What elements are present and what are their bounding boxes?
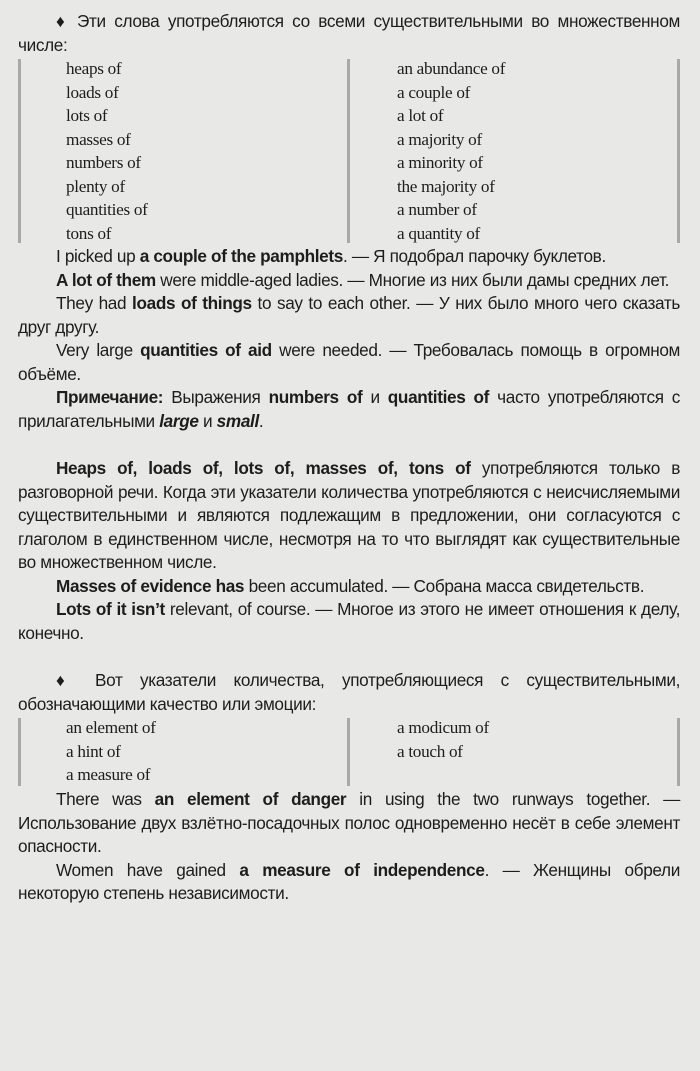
phrase-item: heaps of (66, 59, 122, 78)
phrase-item: an element of (66, 718, 156, 737)
text-span: Выражения (163, 387, 269, 407)
phrase-item: a measure of (66, 765, 151, 784)
text-span: Women have gained (56, 859, 240, 880)
phrase-item: tons of (66, 223, 112, 243)
phrase-item: a hint of (66, 741, 121, 761)
section2-paragraph (18, 457, 680, 575)
bold-phrase: A lot of them (56, 269, 156, 290)
text-span: relevant, of course. — Многое из этого не имеет отношения к делу, конечно. (18, 599, 680, 643)
example-sentence (18, 575, 680, 599)
phrase-item: a quantity of (397, 223, 480, 243)
text-span: . — Я подобрал парочку буклетов. (342, 246, 606, 266)
example-sentence (18, 598, 680, 645)
text-span: употребляются только в разговорной речи. Когда эти указатели количества употребляются с неисчисляемыми существительными и являются подлежащим в предложении, они согласуются с глаголом в единственном числе, несмотря на то что выглядят как существительные во множественном числе. (18, 458, 680, 572)
text-span: were middle-aged ladies. — Многие из них были дамы средних лет. (155, 269, 670, 290)
example-sentence (18, 339, 680, 386)
spacer (18, 433, 680, 457)
text-span: I picked up (56, 246, 140, 266)
text-span: to say to each other. — У них было много чего сказать друг другу. (18, 293, 681, 337)
italic-word: small (216, 410, 259, 431)
bold-phrase: quantities of aid (140, 340, 272, 360)
section1-intro (18, 10, 680, 57)
phrase-list-quality (18, 716, 680, 788)
phrase-item: numbers of (66, 153, 141, 172)
phrase-item: lots of (66, 106, 108, 125)
phrase-list-plural (18, 57, 680, 245)
note-label: Примечание: (56, 387, 164, 407)
text-span: been accumulated. — Собрана масса свидетельств. (244, 575, 645, 596)
intro-text: Вот указатели количества, употребляющиеся с существительными, обозначающими качество или эмоции: (18, 670, 680, 714)
phrase-item: plenty of (66, 176, 125, 196)
emphasis (217, 411, 259, 431)
italic-word: large (159, 410, 199, 431)
bold-phrase: a couple of the pamphlets (139, 246, 343, 266)
section3-intro (18, 669, 680, 716)
phrase-item: masses of (66, 129, 131, 149)
phrase-item: loads of (66, 82, 119, 102)
example-sentence (18, 859, 680, 906)
text-span: Very large (56, 340, 141, 360)
text-span: in using the two runways together. — Использование двух взлётно-посадочных полос одновременно несёт в себе элемент опасности. (18, 789, 680, 856)
intro-text: Эти слова употребляются со всеми существительными во множественном числе: (18, 11, 680, 55)
text-span: и (198, 410, 217, 431)
phrase-column-left (18, 716, 349, 788)
emphasis (159, 411, 198, 431)
phrase-item: a modicum of (397, 718, 489, 737)
phrase-item: a number of (397, 200, 477, 219)
example-sentence (18, 788, 680, 859)
phrase-item: the majority of (397, 176, 495, 196)
bold-phrase: numbers of (268, 387, 363, 407)
bold-phrase: loads of things (132, 293, 252, 313)
phrase-item: a couple of (397, 82, 471, 102)
phrase-item: an abundance of (397, 59, 506, 78)
bold-phrase: Masses of evidence has (56, 575, 245, 596)
bold-phrase: quantities of (387, 387, 490, 407)
phrase-item: a majority of (397, 129, 482, 149)
vertical-rule (18, 718, 21, 786)
example-sentence (18, 292, 680, 339)
text-span: часто употребляются с прилагательными (18, 387, 680, 431)
example-sentence (18, 245, 680, 269)
phrase-item: a lot of (397, 106, 444, 125)
bold-phrase: an element of danger (154, 789, 347, 809)
bullet-icon: ♦ (56, 670, 78, 690)
vertical-rule (677, 718, 680, 786)
example-sentence (18, 269, 680, 293)
text-span: и (362, 387, 388, 407)
vertical-rule (347, 718, 350, 786)
text-span: . — Женщины обрели некоторую степень независимости. (18, 859, 680, 903)
bold-phrase: Heaps of, loads of, lots of, masses of, tons of (56, 458, 471, 478)
note-paragraph (18, 386, 680, 433)
bold-phrase: a measure of independence (239, 859, 485, 880)
text-span: There was (56, 789, 155, 809)
vertical-rule (677, 59, 680, 243)
phrase-item: quantities of (66, 200, 148, 219)
phrase-item: a minority of (397, 153, 483, 172)
phrase-column-right (349, 57, 680, 245)
spacer (18, 645, 680, 669)
text-span: They had (56, 293, 133, 313)
phrase-column-right (349, 716, 680, 788)
phrase-column-left (18, 57, 349, 245)
vertical-rule (347, 59, 350, 243)
bold-phrase: Lots of it isn’t (56, 599, 165, 619)
vertical-rule (18, 59, 21, 243)
phrase-item: a touch of (397, 741, 463, 761)
text-span: . (258, 410, 264, 431)
bullet-icon: ♦ (56, 11, 69, 31)
text-span: were needed. — Требовалась помощь в огромном объёме. (18, 340, 681, 384)
